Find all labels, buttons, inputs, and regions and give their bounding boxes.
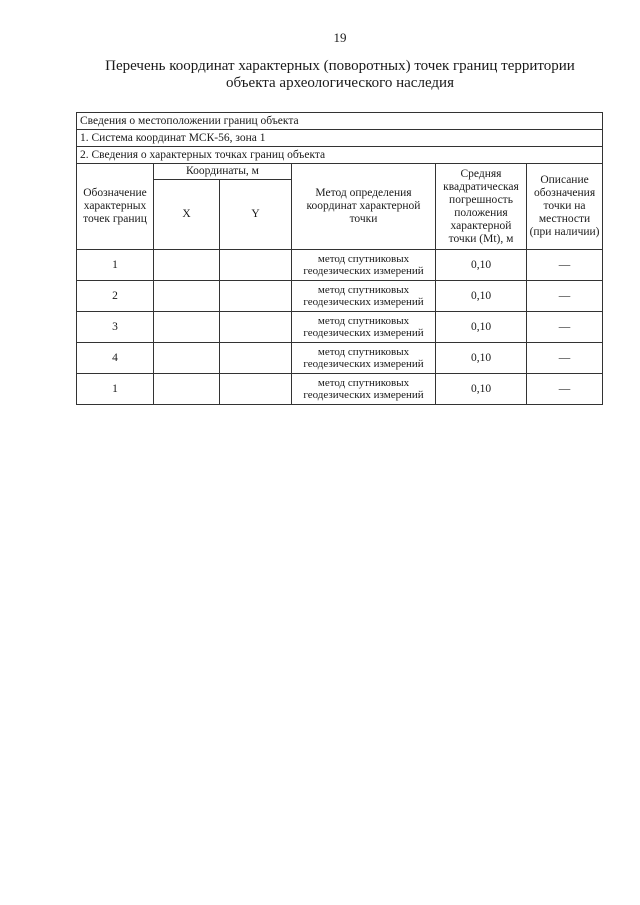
boundary-coordinates-table (76, 112, 603, 405)
cell-method: метод спутниковых геодезических измерений (292, 281, 436, 312)
cell-x (154, 250, 220, 281)
points-header: 2. Сведения о характерных точках границ объекта (77, 147, 603, 164)
cell-x (154, 343, 220, 374)
cell-error: 0,10 (436, 312, 527, 343)
cell-y (220, 374, 292, 405)
section-header: Сведения о местоположении границ объекта (77, 113, 603, 130)
cell-description: — (527, 312, 603, 343)
cell-y (220, 312, 292, 343)
cell-point: 1 (77, 250, 154, 281)
coordinate-system: 1. Система координат МСК-56, зона 1 (77, 130, 603, 147)
cell-error: 0,10 (436, 250, 527, 281)
cell-error: 0,10 (436, 281, 527, 312)
cell-x (154, 312, 220, 343)
cell-description: — (527, 281, 603, 312)
table-row (77, 312, 603, 343)
table-row (77, 250, 603, 281)
col-header-method: Метод определения координат характерной точки (292, 164, 436, 250)
col-header-coordinates: Координаты, м (154, 164, 292, 180)
table-row (77, 281, 603, 312)
cell-y (220, 281, 292, 312)
cell-method: метод спутниковых геодезических измерений (292, 312, 436, 343)
cell-description: — (527, 343, 603, 374)
cell-method: метод спутниковых геодезических измерений (292, 374, 436, 405)
cell-method: метод спутниковых геодезических измерений (292, 250, 436, 281)
cell-x (154, 374, 220, 405)
cell-description: — (527, 374, 603, 405)
page-number: 19 (333, 30, 347, 45)
title-line-2: объекта археологического наследия (226, 75, 454, 91)
cell-description: — (527, 250, 603, 281)
cell-point: 3 (77, 312, 154, 343)
cell-x (154, 281, 220, 312)
cell-error: 0,10 (436, 343, 527, 374)
title-line-1: Перечень координат характерных (поворотных) точек границ территории (105, 58, 575, 74)
col-header-error: Средняя квадратическая погрешность положения характерной точки (Mt), м (436, 164, 527, 250)
cell-y (220, 343, 292, 374)
cell-point: 4 (77, 343, 154, 374)
col-header-description: Описание обозначения точки на местности (при наличии) (527, 164, 603, 250)
document-title (80, 58, 600, 92)
table-row (77, 343, 603, 374)
cell-point: 1 (77, 374, 154, 405)
col-header-y: Y (220, 180, 292, 250)
col-header-designation: Обозначение характерных точек границ (77, 164, 154, 250)
cell-method: метод спутниковых геодезических измерений (292, 343, 436, 374)
cell-error: 0,10 (436, 374, 527, 405)
table-row (77, 374, 603, 405)
cell-y (220, 250, 292, 281)
cell-point: 2 (77, 281, 154, 312)
col-header-x: X (154, 180, 220, 250)
